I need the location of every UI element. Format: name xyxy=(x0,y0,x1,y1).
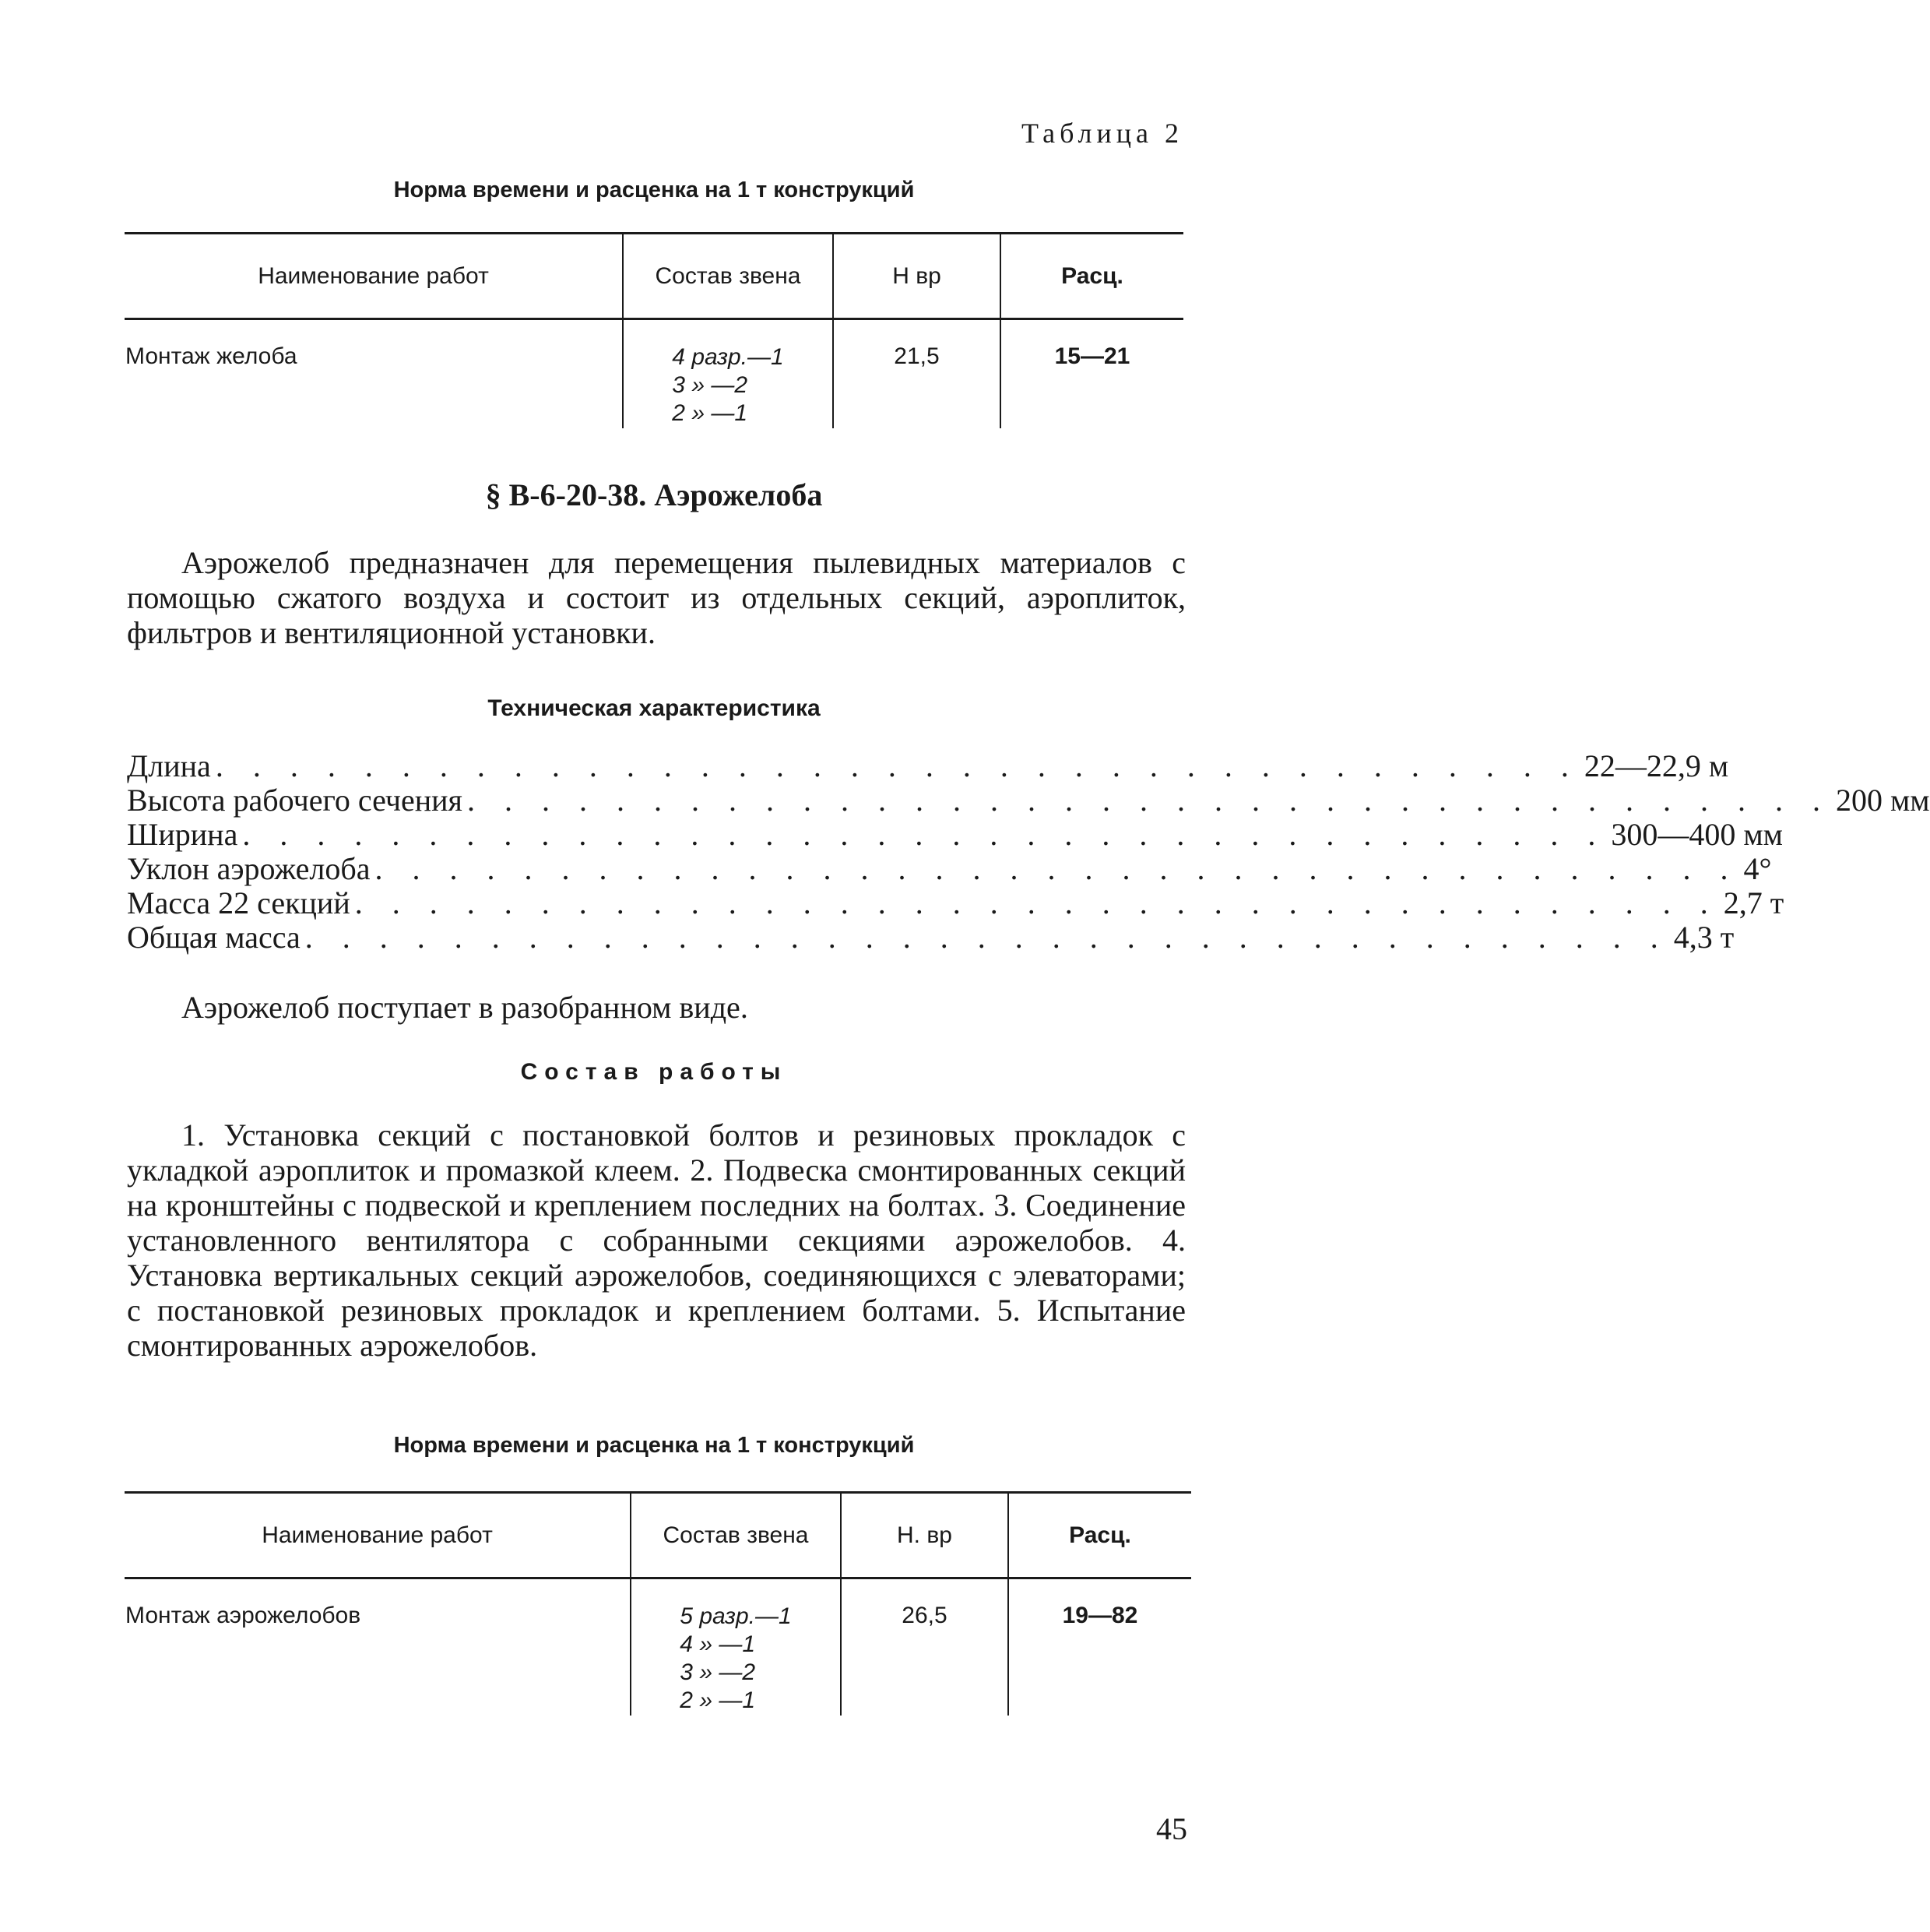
intro-paragraph: Аэрожелоб предназначен для перемещения пылевидных материалов с помощью сжатого воздуха и состоит из отдельных секций, аэроплиток, фильтров и вентиляционной установки. xyxy=(127,545,1186,650)
column-header: Наименование работ xyxy=(262,1522,493,1548)
spec-value: 200 мм xyxy=(1835,783,1930,818)
table-caption: Норма времени и расценка на 1 т конструкций xyxy=(393,178,915,202)
crew-line: 4 » —1 xyxy=(680,1631,756,1657)
norm-cell: 26,5 xyxy=(841,1578,1008,1716)
column-header: Расц. xyxy=(1000,234,1183,319)
spec-name: Масса 22 секций xyxy=(127,885,350,920)
work-title: Состав работы xyxy=(520,1059,788,1085)
spec-row xyxy=(127,885,1784,920)
spec-row xyxy=(127,783,1930,818)
spec-name: Высота рабочего сечения xyxy=(127,783,462,818)
spec-row xyxy=(127,851,1772,886)
crew-line: 3 » —2 xyxy=(672,372,748,398)
work-name-cell: Монтаж желоба xyxy=(125,343,297,369)
crew-line: 5 разр.—1 xyxy=(680,1603,792,1629)
spec-leader: . . . . . . . . . . . . . . . . . . . . . . . . . . . . . . . . . . . . . xyxy=(242,817,1607,852)
crew-cell xyxy=(631,1578,841,1716)
table-row xyxy=(125,1578,1191,1716)
section-heading: § В-6-20-38. Аэрожелоба xyxy=(485,477,823,512)
table-header-row xyxy=(125,234,1183,319)
crew-line: 4 разр.—1 xyxy=(672,344,784,370)
column-header: Наименование работ xyxy=(258,262,489,289)
spec-row xyxy=(127,920,1735,955)
spec-value: 300—400 мм xyxy=(1611,817,1783,852)
specs-list xyxy=(127,748,1930,955)
table-label: Таблица 2 xyxy=(1021,118,1183,149)
page-number: 45 xyxy=(1156,1811,1187,1846)
norm-table-2 xyxy=(125,1491,1191,1716)
spec-leader: . . . . . . . . . . . . . . . . . . . . . . . . . . . . . . . . . . . . . xyxy=(215,748,1580,783)
spec-value: 22—22,9 м xyxy=(1584,748,1729,783)
column-header: Н. вр xyxy=(841,1493,1008,1578)
norm-cell: 21,5 xyxy=(833,319,1000,429)
spec-leader: . . . . . . . . . . . . . . . . . . . . . . . . . . . . . . . . . . . . . xyxy=(354,885,1719,920)
spec-value: 4,3 т xyxy=(1673,920,1735,955)
spec-leader: . . . . . . . . . . . . . . . . . . . . . . . . . . . . . . . . . . . . . xyxy=(374,851,1739,886)
spec-row xyxy=(127,817,1783,852)
column-header: Н вр xyxy=(833,234,1000,319)
specs-title: Техническая характеристика xyxy=(487,695,821,721)
work-name-cell: Монтаж аэрожелобов xyxy=(125,1603,361,1628)
crew-cell xyxy=(623,319,833,429)
spec-leader: . . . . . . . . . . . . . . . . . . . . . . . . . . . . . . . . . . . . . xyxy=(304,920,1669,955)
column-header: Состав звена xyxy=(623,234,833,319)
table-header-row xyxy=(125,1493,1191,1578)
work-paragraph: 1. Установка секций с постановкой болтов и резиновых прокладок с укладкой аэроплиток и промазкой клеем. 2. Подвеска смонтированных секций на кронштейны с подвеской и креплением последних на болтах. 3. Соединение установленного вентилятора с собранными секциями аэрожелобов. 4. Установка вертикальных секций аэрожелобов, соединяющихся с элеваторами; с постановкой резиновых прокладок и креплением болтами. 5. Испытание смонтированных аэрожелобов. xyxy=(127,1117,1186,1363)
table-row xyxy=(125,319,1183,429)
spec-name: Уклон аэрожелоба xyxy=(127,851,371,886)
spec-value: 4° xyxy=(1743,851,1772,886)
table-caption: Норма времени и расценка на 1 т конструкций xyxy=(393,1433,915,1458)
spec-value: 2,7 т xyxy=(1723,885,1784,920)
rate-cell: 15—21 xyxy=(1000,319,1183,429)
column-header: Расц. xyxy=(1008,1493,1191,1578)
spec-name: Длина xyxy=(127,748,211,783)
crew-line: 2 » —1 xyxy=(672,400,748,426)
spec-row xyxy=(127,748,1729,783)
norm-table-1 xyxy=(125,232,1183,428)
spec-name: Ширина xyxy=(127,817,238,852)
crew-line: 2 » —1 xyxy=(680,1687,756,1713)
spec-leader: . . . . . . . . . . . . . . . . . . . . . . . . . . . . . . . . . . . . . xyxy=(466,783,1831,818)
rate-cell: 19—82 xyxy=(1008,1578,1191,1716)
spec-name: Общая масса xyxy=(127,920,301,955)
arrival-note: Аэрожелоб поступает в разобранном виде. xyxy=(181,990,748,1025)
column-header: Состав звена xyxy=(631,1493,841,1578)
crew-line: 3 » —2 xyxy=(680,1659,756,1685)
